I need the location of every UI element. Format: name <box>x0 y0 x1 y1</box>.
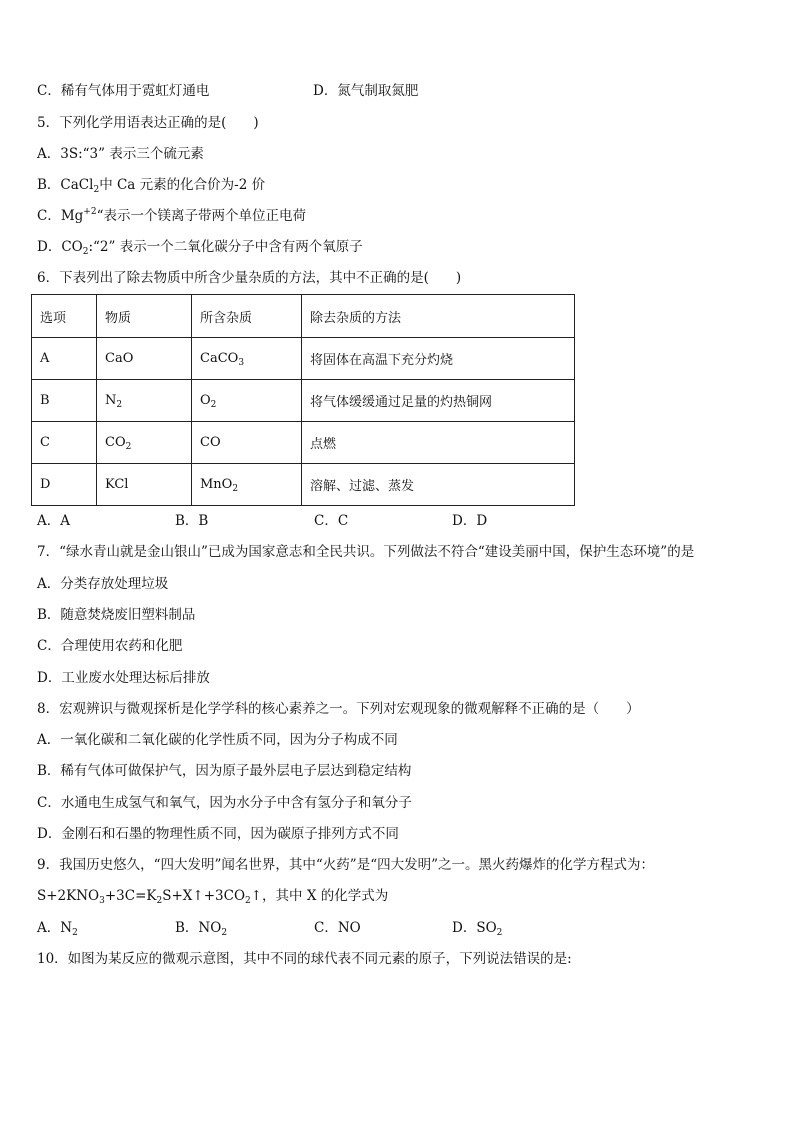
q9-option-a: A．$N_2$ <box>37 920 78 938</box>
q5-option-d: D．$CO_2:“2$” 表示一个二氧化碳分子中含有两个氧原子 <box>37 239 363 257</box>
header-impurity: 所含杂质 <box>192 295 302 338</box>
q5-option-c: C．$Mg^{+2}“$表示一个镁离子带两个单位正电荷 <box>37 207 306 224</box>
cell-impurity: $O_2$ <box>192 380 302 422</box>
header-substance: 物质 <box>97 295 192 338</box>
header-method: 除去杂质的方法 <box>302 295 575 338</box>
cell-method: 点燃 <box>302 422 575 464</box>
cell-impurity: CaCO$_3$ <box>192 338 302 380</box>
cell-substance: $CO_2$ <box>97 422 192 464</box>
q9-option-b: B．$NO_2$ <box>175 920 228 938</box>
q6-table <box>31 294 575 506</box>
q4-options <box>37 82 419 100</box>
q4-option-c: C．稀有气体用于霓虹灯通电 <box>37 83 210 99</box>
q5-option-b: B．CaCl$_2$中 Ca 元素的化合价为-2 价 <box>37 177 266 195</box>
cell-option: A <box>32 338 97 380</box>
table-row <box>32 422 575 464</box>
q7-option-a: A．分类存放处理垃圾 <box>37 576 169 592</box>
q9-stem: 9．我国历史悠久，“四大发明”闻名世界，其中“火药”是“四大发明”之一。黑火药爆炸的化学方程式为： <box>37 857 654 873</box>
q8-option-a: A．一氧化碳和二氧化碳的化学性质不同，因为分子构成不同 <box>37 732 398 748</box>
table-header-row <box>32 295 575 338</box>
cell-option: C <box>32 422 97 464</box>
q8-option-c: C．水通电生成氢气和氧气，因为水分子中含有氢分子和氧分子 <box>37 795 412 811</box>
q4-option-d: D．氮气制取氮肥 <box>313 83 419 99</box>
cell-substance: $N_2$ <box>97 380 192 422</box>
cell-impurity: MnO$_2$ <box>192 464 302 506</box>
q6-option-a: A．A <box>37 513 70 529</box>
q6-option-c: C．C <box>314 513 349 529</box>
cell-impurity: CO <box>192 422 302 464</box>
q6-stem: 6．下表列出了除去物质中所含少量杂质的方法，其中不正确的是( ) <box>37 270 462 286</box>
cell-option: B <box>32 380 97 422</box>
q6-option-b: B．B <box>175 513 209 529</box>
table-row <box>32 380 575 422</box>
q5-option-a: A．3S:“3” 表示三个硫元素 <box>37 146 204 162</box>
q6-options <box>37 512 488 530</box>
q6-option-d: D．D <box>452 513 488 529</box>
table-row <box>32 338 575 380</box>
q8-option-b: B．稀有气体可做保护气，因为原子最外层电子层达到稳定结构 <box>37 763 412 779</box>
q7-option-c: C．合理使用农药和化肥 <box>37 638 183 654</box>
q9-option-d: D．$SO_2$ <box>452 920 503 938</box>
cell-substance: KCl <box>97 464 192 506</box>
header-option: 选项 <box>32 295 97 338</box>
q7-option-d: D．工业废水处理达标后排放 <box>37 670 210 686</box>
q7-option-b: B．随意焚烧废旧塑料制品 <box>37 607 196 623</box>
q5-stem: 5．下列化学用语表达正确的是( ) <box>37 115 259 131</box>
cell-method: 将固体在高温下充分灼烧 <box>302 338 575 380</box>
q10-stem: 10．如图为某反应的微观示意图，其中不同的球代表不同元素的原子，下列说法错误的是: <box>37 951 572 967</box>
q8-option-d: D．金刚石和石墨的物理性质不同，因为碳原子排列方式不同 <box>37 826 399 842</box>
q7-stem: 7．“绿水青山就是金山银山”已成为国家意志和全民共识。下列做法不符合“建设美丽中国，保护生态环境”的是 <box>37 544 695 560</box>
table-row <box>32 464 575 506</box>
cell-method: 将气体缓缓通过足量的灼热铜网 <box>302 380 575 422</box>
cell-option: D <box>32 464 97 506</box>
q9-equation: $S+2KNO_3+3C=K_2S+X↑+3CO_2↑$，其中 X 的化学式为 <box>37 888 389 906</box>
cell-method: 溶解、过滤、蒸发 <box>302 464 575 506</box>
q8-stem: 8．宏观辨识与微观探析是化学学科的核心素养之一。下列对宏观现象的微观解释不正确的是（ ） <box>37 701 640 717</box>
q9-option-c: C．NO <box>314 920 361 936</box>
cell-substance: CaO <box>97 338 192 380</box>
q9-options <box>37 919 503 938</box>
